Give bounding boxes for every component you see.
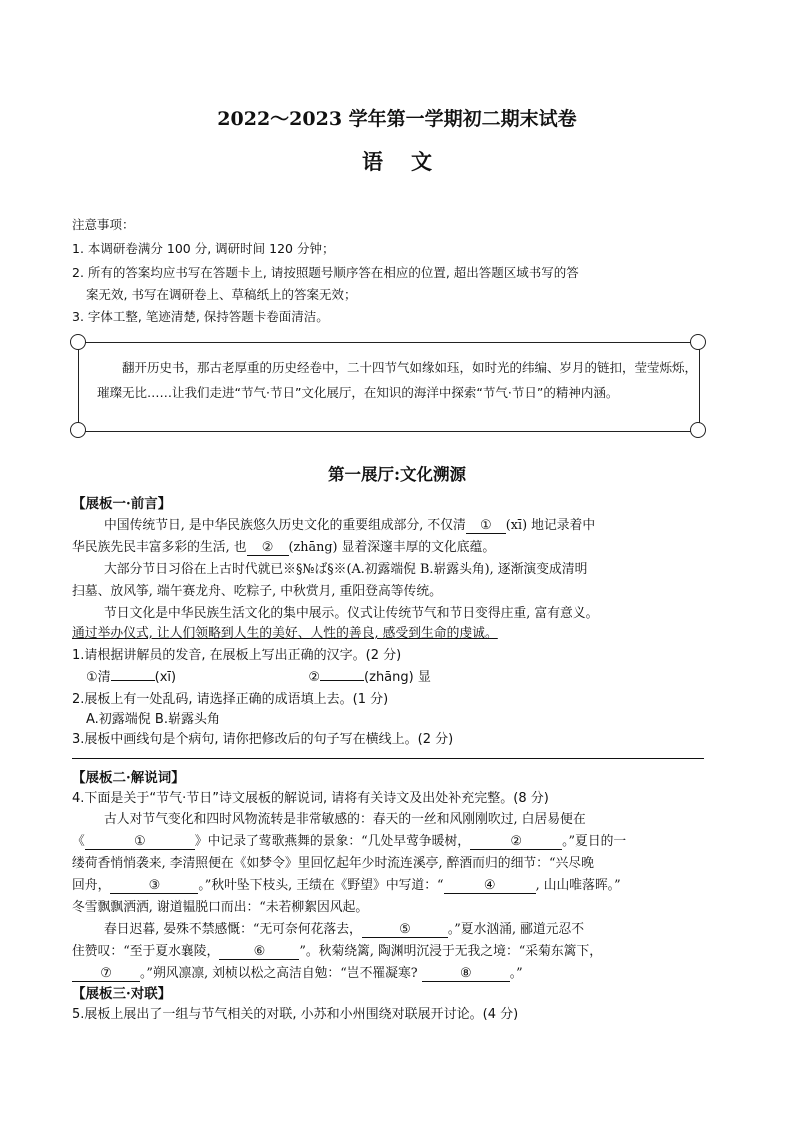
blank-2: ② [470, 835, 562, 850]
question-5: 5.展板上展出了一组与节气相关的对联, 小苏和小州围绕对联展开讨论。(4 分) [72, 1007, 519, 1022]
q1-answers: ①清 (xī) ② (zhāng) 显 [86, 670, 431, 685]
answer-line[interactable] [72, 758, 704, 759]
board2-line: 古人对节气变化和四时风物流转是非常敏感的：春天的一丝和风刚刚吹过, 白居易便在 [104, 812, 586, 827]
board1-line: 华民族先民丰富多彩的生活, 也 ② (zhāng) 显着深邃丰厚的文化底蕴。 [72, 540, 496, 555]
blank-1: ① [85, 835, 195, 850]
underlined-sentence: 通过举办仪式, 让人们领略到人生的美好、人性的善良, 感受到生命的虔诚。 [72, 626, 498, 641]
board2-line: 缕荷香悄悄袭来, 李清照便在《如梦令》里回忆起年少时流连溪亭, 醉酒而归的细节：“兴尽晚 [72, 856, 594, 871]
blank-1: ① [466, 519, 506, 534]
note-item: 1. 本调研卷满分 100 分, 调研时间 120 分钟； [72, 241, 335, 256]
blank-3: ③ [110, 879, 198, 894]
question-1: 1.请根据讲解员的发音, 在展板上写出正确的汉字。(2 分) [72, 648, 402, 663]
board2-line: 回舟， ③ 。”秋叶坠下枝头, 王绩在《野望》中写道：“ ④ , 山山唯落晖。” [72, 878, 621, 893]
scroll-roll-icon [70, 334, 86, 350]
note-item: 3. 字体工整, 笔迹清楚, 保持答题卡卷面清洁。 [72, 309, 329, 324]
scroll-roll-icon [690, 334, 706, 350]
board1-line: 节日文化是中华民族生活文化的集中展示。仪式让传统节气和节日变得庄重, 富有意义。 [104, 606, 599, 621]
answer-blank[interactable] [111, 680, 155, 681]
blank-6: ⑥ [219, 945, 299, 960]
board2-line: ⑦ 。”朔风凛凛, 刘桢以松之高洁自勉：“岂不罹凝寒? ⑧ 。” [72, 962, 523, 982]
question-3: 3.展板中画线句是个病句, 请你把修改后的句子写在横线上。(2 分) [72, 732, 454, 747]
board1-line: 中国传统节日, 是中华民族悠久历史文化的重要组成部分, 不仅清 ① (xī) 地记录着中 [104, 518, 596, 533]
blank-2: ② [247, 541, 289, 556]
blank-5: ⑤ [362, 923, 448, 938]
q2-options: A.初露端倪 B.崭露头角 [86, 712, 220, 727]
blank-8: ⑧ [422, 967, 510, 982]
blank-4: ④ [444, 879, 536, 894]
answer-blank[interactable] [320, 680, 364, 681]
board-title: 【展板一·前言】 [72, 496, 172, 512]
question-2: 2.展板上有一处乱码, 请选择正确的成语填上去。(1 分) [72, 692, 389, 707]
board-title: 【展板二·解说词】 [72, 770, 185, 786]
scroll-roll-icon [690, 422, 706, 438]
notes-heading: 注意事项： [72, 217, 135, 232]
intro-text: 翻开历史书，那古老厚重的历史经卷中，二十四节气如缘如珏，如时光的纬编、岁月的链扣，莹莹烁烁，璀璨无比……让我们走进“节气·节日”文化展厅，在知识的海洋中探索“节气·节日”的精神内涵。 [97, 360, 698, 400]
scroll-roll-icon [70, 422, 86, 438]
note-item: 案无效, 书写在调研卷上、草稿纸上的答案无效； [86, 287, 357, 302]
note-item: 2. 所有的答案均应书写在答题卡上, 请按照题号顺序答在相应的位置, 超出答题区域书写的答 [72, 265, 579, 280]
scroll-body [78, 342, 700, 432]
board1-line: 扫墓、放风筝, 端午赛龙舟、吃粽子, 中秋赏月, 重阳登高等传统。 [72, 584, 442, 599]
intro-scroll-box [70, 334, 706, 438]
board-title: 【展板三·对联】 [72, 986, 172, 1002]
board2-line: 住赞叹：“至于夏水襄陵， ⑥ ”。秋菊绕篱, 陶渊明沉浸于无我之境：“采菊东篱下， [72, 944, 603, 959]
hall-title: 第一展厅:文化溯源 [327, 465, 467, 484]
board2-line: 冬雪飘飘洒洒, 谢道韫脱口而出：“未若柳絮因风起。 [72, 900, 369, 915]
board2-line: 《 ① 》中记录了莺歌燕舞的景象：“几处早莺争暖树， ② 。”夏日的一 [72, 834, 627, 849]
blank-7: ⑦ [72, 967, 140, 982]
board1-line: 大部分节日习俗在上古时代就已※§№ば§※(A.初露端倪 B.崭露头角), 逐渐演变成清明 [104, 562, 588, 577]
exam-title: 2022～2023 学年第一学期初二期末试卷 [217, 108, 577, 130]
question-4: 4.下面是关于“节气·节日”诗文展板的解说词, 请将有关诗文及出处补充完整。(8 分) [72, 791, 549, 806]
subject-title: 语文 [362, 149, 460, 174]
board2-line: 春日迟暮, 晏殊不禁感慨：“无可奈何花落去， ⑤ 。”夏水汹涌, 郦道元忍不 [104, 922, 585, 937]
